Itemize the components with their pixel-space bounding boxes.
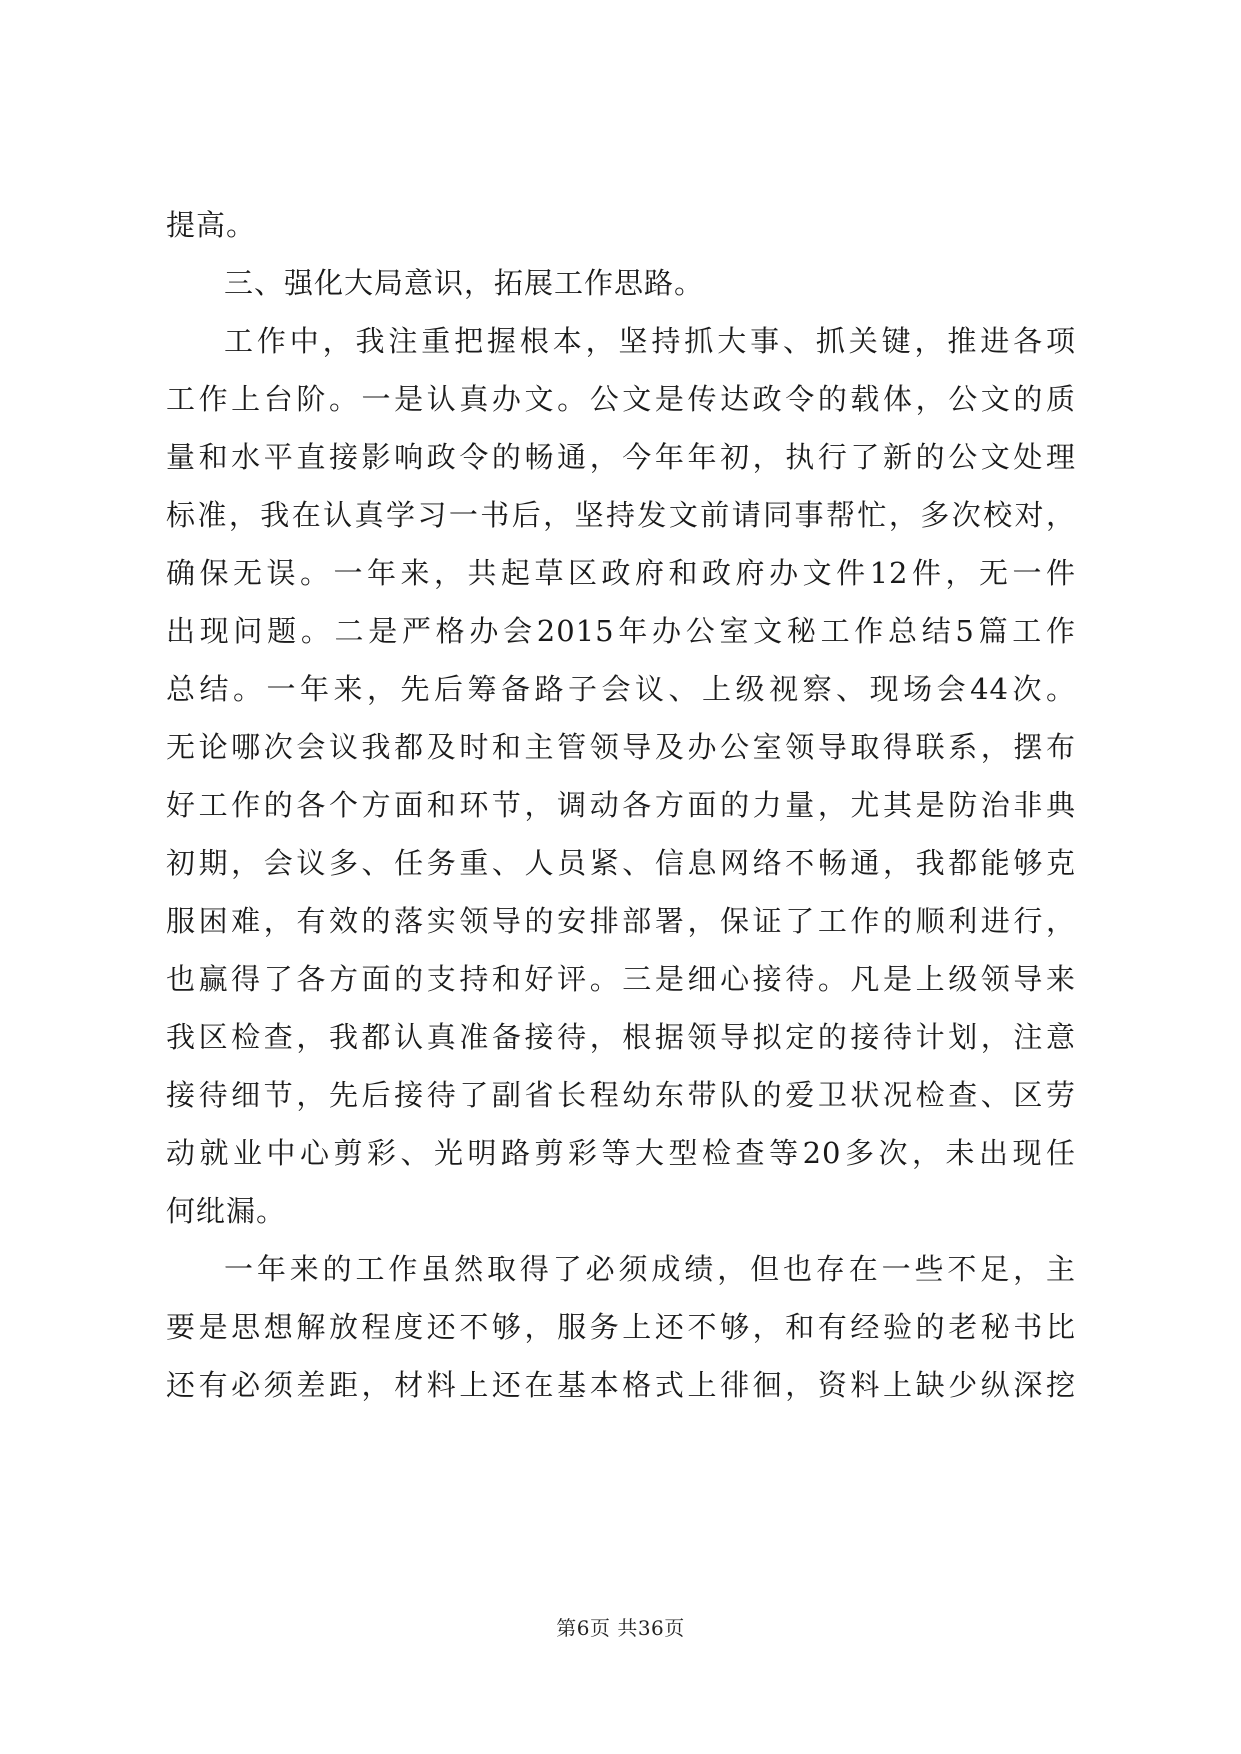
text-line: 我区检查，我都认真准备接待，根据领导拟定的接待计划，注意 bbox=[166, 1020, 1076, 1054]
text-line: 总结。一年来，先后筹备路子会议、上级视察、现场会44次。 bbox=[166, 672, 1076, 706]
text-line: 一年来的工作虽然取得了必须成绩，但也存在一些不足，主 bbox=[224, 1252, 1076, 1286]
text-line: 也赢得了各方面的支持和好评。三是细心接待。凡是上级领导来 bbox=[166, 962, 1076, 996]
text-line: 无论哪次会议我都及时和主管领导及办公室领导取得联系，摆布 bbox=[166, 730, 1076, 764]
text-line: 量和水平直接影响政令的畅通，今年年初，执行了新的公文处理 bbox=[166, 440, 1076, 474]
text-line: 好工作的各个方面和环节，调动各方面的力量，尤其是防治非典 bbox=[166, 788, 1076, 822]
text-line: 标准，我在认真学习一书后，坚持发文前请同事帮忙，多次校对， bbox=[166, 498, 1076, 532]
text-line: 何纰漏。 bbox=[166, 1194, 287, 1228]
text-line: 动就业中心剪彩、光明路剪彩等大型检查等20多次，未出现任 bbox=[166, 1136, 1076, 1170]
text-line: 确保无误。一年来，共起草区政府和政府办文件12件，无一件 bbox=[166, 556, 1076, 590]
text-line: 工作中，我注重把握根本，坚持抓大事、抓关键，推进各项 bbox=[224, 324, 1076, 358]
page-footer: 第6页 共36页 bbox=[556, 1616, 685, 1640]
text-line: 出现问题。二是严格办会2015年办公室文秘工作总结5篇工作 bbox=[166, 614, 1076, 648]
section-heading: 三、强化大局意识，拓展工作思路。 bbox=[224, 266, 705, 300]
text-line: 提高。 bbox=[166, 208, 257, 242]
text-line: 接待细节，先后接待了副省长程幼东带队的爱卫状况检查、区劳 bbox=[166, 1078, 1076, 1112]
text-line: 要是思想解放程度还不够，服务上还不够，和有经验的老秘书比 bbox=[166, 1310, 1076, 1344]
document-body bbox=[166, 196, 1076, 1414]
text-line: 还有必须差距，材料上还在基本格式上徘徊，资料上缺少纵深挖 bbox=[166, 1368, 1076, 1402]
text-line: 初期，会议多、任务重、人员紧、信息网络不畅通，我都能够克 bbox=[166, 846, 1076, 880]
text-line: 工作上台阶。一是认真办文。公文是传达政令的载体，公文的质 bbox=[166, 382, 1076, 416]
text-line: 服困难，有效的落实领导的安排部署，保证了工作的顺利进行， bbox=[166, 904, 1076, 938]
